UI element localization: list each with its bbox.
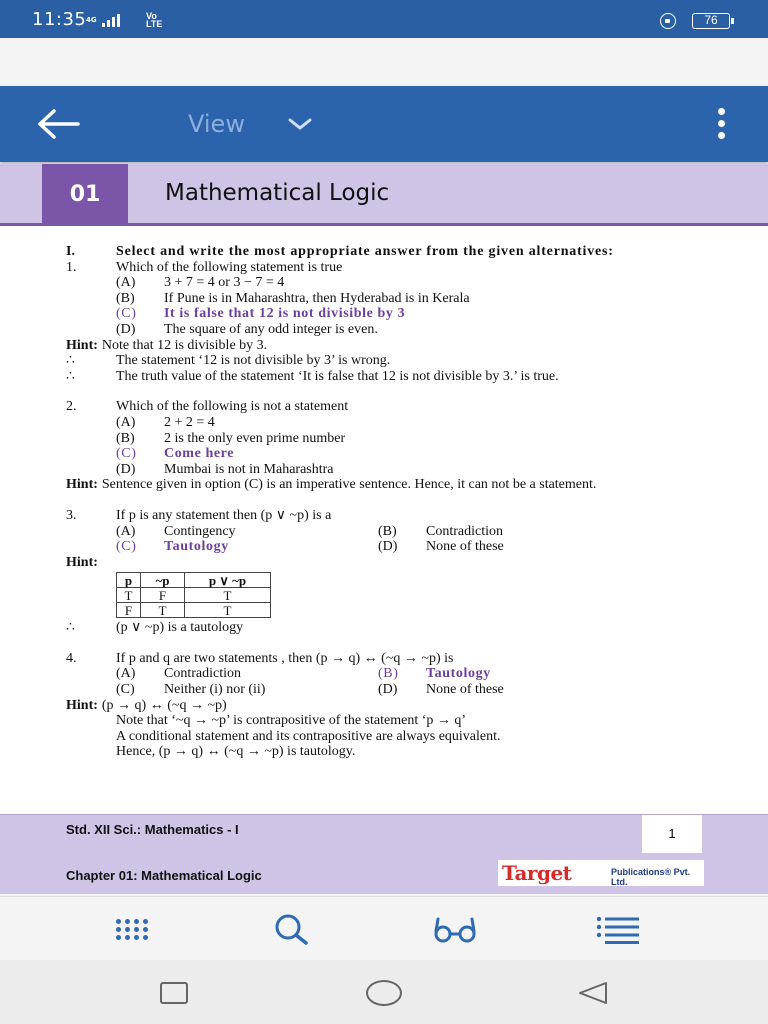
recent-apps-button[interactable]	[160, 982, 188, 1004]
page-footer	[0, 814, 768, 854]
option-row: (C) Neither (i) nor (ii) (D) None of these	[116, 682, 504, 698]
option-row: (A) Contradiction (B) Tautology	[116, 666, 491, 682]
question-4: 4. If p and q are two statements , then (p → q) ↔ (~q → ~p) is	[66, 650, 454, 666]
option: (D) The square of any odd integer is even.	[116, 321, 378, 337]
hint-line: Hence, (p → q) ↔ (~q → ~p) is tautology.	[116, 744, 356, 760]
signal-icon	[86, 14, 136, 31]
hint: Hint:	[66, 554, 98, 570]
logo-sub: Publications® Pvt. Ltd.	[611, 867, 691, 887]
top-spacer	[0, 38, 768, 86]
page-number: 1	[642, 815, 702, 853]
home-button[interactable]	[366, 980, 402, 1006]
therefore-line: ∴ (p ∨ ~p) is a tautology	[66, 620, 244, 636]
table-of-contents-button[interactable]	[596, 913, 636, 945]
battery-indicator: 76	[692, 13, 730, 29]
publisher-logo	[498, 860, 704, 886]
option-row: (C) Tautology (D) None of these	[116, 539, 504, 555]
view-dropdown-button[interactable]	[286, 114, 314, 134]
therefore-line: ∴ The truth value of the statement ‘It is false that 12 is not divisible by 3.’ is true.	[66, 368, 559, 384]
logo-main: Target	[502, 861, 572, 885]
view-dropdown-label[interactable]: View	[188, 110, 245, 138]
hint-line: Note that ‘~q → ~p’ is contrapositive of the statement ‘p → q’	[116, 713, 467, 729]
question-1: 1. Which of the following statement is true	[66, 259, 343, 275]
chapter-header	[0, 164, 768, 226]
option: (B) If Pune is in Maharashtra, then Hyderabad is in Kerala	[116, 290, 470, 306]
svg-text:4G: 4G	[86, 16, 97, 24]
system-nav-bar	[0, 960, 768, 1024]
back-button[interactable]	[36, 106, 84, 142]
reader-mode-button[interactable]	[432, 913, 472, 945]
correct-option: (C) It is false that 12 is not divisible by 3	[116, 306, 406, 322]
search-icon	[270, 913, 314, 945]
glasses-icon	[432, 913, 478, 945]
option: (A) 3 + 7 = 4 or 3 − 7 = 4	[116, 275, 285, 291]
chevron-down-icon	[286, 114, 314, 134]
chapter-footer-title: Chapter 01: Mathematical Logic	[66, 868, 262, 883]
hint: Hint: Note that 12 is divisible by 3.	[66, 337, 268, 353]
footer-book-title: Std. XII Sci.: Mathematics - I	[66, 822, 239, 837]
status-time: 11:35	[32, 9, 87, 30]
hint-line: A conditional statement and its contrapositive are always equivalent.	[116, 728, 501, 744]
document-content	[66, 244, 706, 760]
hint: Hint: Sentence given in option (C) is an imperative sentence. Hence, it can not be a statement.	[66, 477, 597, 493]
option: (A) 2 + 2 = 4	[116, 414, 215, 430]
option-row: (A) Contingency (B) Contradiction	[116, 523, 503, 539]
correct-option: (C) Tautology	[116, 539, 229, 555]
nav-back-button[interactable]	[576, 980, 610, 1006]
therefore-line: ∴ The statement ‘12 is not divisible by 3’ is wrong.	[66, 353, 391, 369]
option: (B) 2 is the only even prime number	[116, 430, 346, 446]
chapter-number: 01	[42, 164, 128, 226]
bottom-toolbar	[0, 896, 768, 960]
status-bar	[0, 0, 768, 38]
next-page-header	[0, 854, 768, 894]
document-page[interactable]	[0, 164, 768, 894]
lock-icon	[660, 13, 676, 29]
grid-icon[interactable]	[112, 913, 152, 945]
volte-indicator: Vo LTE	[146, 11, 163, 29]
chapter-title: Mathematical Logic	[165, 180, 390, 206]
search-button[interactable]	[270, 913, 310, 945]
truth-table: p ~p p ∨ ~p T F T F T T	[116, 572, 271, 618]
question-2: 2. Which of the following is not a statement	[66, 399, 349, 415]
more-vert-icon	[718, 108, 725, 115]
correct-option: (C) Come here	[116, 446, 235, 462]
question-3: 3. If p is any statement then (p ∨ ~p) is a	[66, 507, 332, 523]
app-bar	[0, 86, 768, 162]
correct-option: (B) Tautology	[378, 666, 491, 682]
hint: Hint: (p → q) ↔ (~q → ~p)	[66, 697, 227, 713]
triangle-back-icon	[576, 980, 610, 1006]
more-options-button[interactable]	[712, 108, 732, 142]
list-icon	[596, 913, 642, 945]
option: (D) Mumbai is not in Maharashtra	[116, 461, 334, 477]
section-heading: I. Select and write the most appropriate answer from the given alternatives:	[66, 244, 614, 259]
arrow-left-icon	[36, 106, 84, 142]
